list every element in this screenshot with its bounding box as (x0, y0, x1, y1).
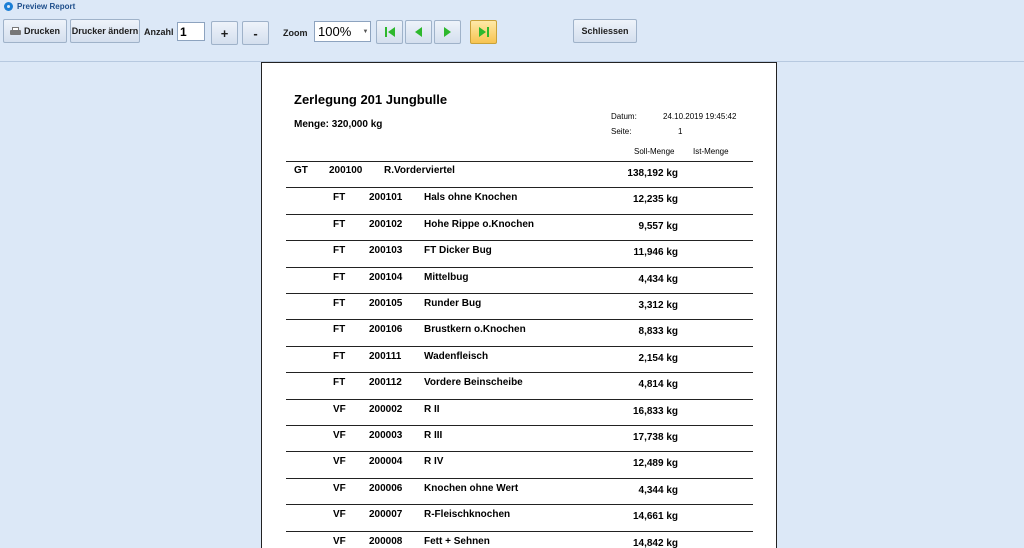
next-page-button[interactable] (434, 20, 461, 44)
row-name: Fett + Sehnen (424, 535, 490, 547)
row-type: FT (333, 218, 346, 230)
zoom-select[interactable] (314, 21, 371, 42)
row-type: FT (333, 245, 346, 257)
row-soll-quantity: 4,344 kg (638, 484, 678, 496)
close-button-label: Schliessen (581, 26, 629, 36)
row-soll-quantity: 12,235 kg (632, 194, 678, 206)
page-value: 1 (678, 127, 683, 136)
table-row (286, 504, 753, 531)
count-input[interactable]: 1 (177, 22, 205, 41)
page-label: Seite: (611, 127, 632, 136)
row-type: VF (333, 403, 346, 415)
row-code: 200007 (369, 509, 403, 521)
table-row (286, 531, 753, 548)
preview-canvas[interactable] (0, 62, 1024, 548)
app-icon (4, 2, 13, 11)
count-label: Anzahl (144, 27, 174, 37)
print-button[interactable] (3, 19, 67, 43)
row-name: R.Vorderviertel (384, 165, 455, 176)
row-name: Brustkern o.Knochen (424, 324, 526, 336)
row-code: 200101 (369, 192, 403, 204)
row-soll-quantity: 14,661 kg (632, 511, 678, 523)
row-type: GT (294, 165, 308, 176)
column-header-ist: Ist-Menge (693, 147, 729, 156)
row-type: FT (333, 298, 346, 309)
chevron-down-icon: ▼ (362, 28, 369, 35)
close-button[interactable] (573, 19, 637, 43)
row-name: Knochen ohne Wert (424, 482, 519, 494)
row-name: Hals ohne Knochen (424, 192, 518, 204)
row-name: R II (424, 403, 440, 415)
table-row (286, 425, 753, 452)
table-row (286, 478, 753, 505)
row-code: 200106 (369, 324, 403, 336)
table-row (286, 214, 753, 241)
row-name: Hohe Rippe o.Knochen (424, 218, 534, 230)
row-type: VF (333, 430, 346, 441)
increase-count-button[interactable]: + (211, 21, 238, 45)
row-type: VF (333, 509, 346, 521)
row-soll-quantity: 138,192 kg (627, 168, 678, 179)
row-type: FT (333, 271, 346, 283)
row-name: FT Dicker Bug (424, 245, 492, 257)
table-row (286, 293, 753, 320)
table-row (286, 399, 753, 426)
report-page (261, 62, 777, 548)
row-code: 200100 (329, 165, 363, 176)
toolbar (0, 13, 1024, 62)
row-code: 200002 (369, 403, 403, 415)
row-soll-quantity: 4,434 kg (638, 273, 678, 285)
last-page-icon (479, 27, 489, 37)
zoom-value: 100% (318, 24, 352, 39)
table-row (286, 372, 753, 399)
table-row (286, 451, 753, 478)
row-soll-quantity: 9,557 kg (638, 220, 678, 232)
row-soll-quantity: 14,842 kg (632, 537, 678, 548)
row-type: FT (333, 324, 346, 336)
row-type: VF (333, 456, 346, 468)
row-name: R IV (424, 456, 444, 468)
table-row (286, 267, 753, 294)
next-page-icon (444, 27, 451, 37)
decrease-count-button[interactable]: - (242, 21, 269, 45)
last-page-button[interactable] (470, 20, 497, 44)
row-type: VF (333, 535, 346, 547)
first-page-button[interactable] (376, 20, 403, 44)
row-name: R III (424, 430, 443, 441)
row-code: 200003 (369, 430, 403, 441)
print-button-label: Drucken (23, 26, 60, 36)
prev-page-icon (415, 27, 422, 37)
row-soll-quantity: 8,833 kg (638, 326, 678, 338)
table-row (286, 346, 753, 373)
row-soll-quantity: 2,154 kg (638, 352, 678, 364)
report-quantity: Menge: 320,000 kg (294, 119, 383, 130)
row-name: Mittelbug (424, 271, 469, 283)
date-value: 24.10.2019 19:45:42 (663, 112, 737, 121)
zoom-label: Zoom (283, 28, 308, 38)
printer-icon (10, 27, 21, 36)
row-code: 200105 (369, 298, 403, 309)
window-title: Preview Report (17, 2, 76, 11)
row-type: FT (333, 192, 346, 204)
row-soll-quantity: 11,946 kg (633, 247, 678, 259)
row-type: FT (333, 350, 346, 362)
column-header-soll: Soll-Menge (634, 147, 675, 156)
table-row (286, 187, 753, 214)
row-type: VF (333, 482, 346, 494)
row-code: 200008 (369, 535, 403, 547)
row-soll-quantity: 17,738 kg (632, 432, 678, 443)
row-name: R-Fleischknochen (424, 509, 511, 521)
row-name: Runder Bug (424, 298, 482, 309)
table-row (286, 161, 753, 188)
row-name: Wadenfleisch (424, 350, 489, 362)
row-code: 200104 (369, 271, 403, 283)
row-name: Vordere Beinscheibe (424, 377, 523, 389)
change-printer-label: Drucker ändern (71, 26, 139, 36)
row-code: 200112 (369, 377, 402, 389)
row-type: FT (333, 377, 346, 389)
row-soll-quantity: 3,312 kg (638, 300, 678, 311)
date-label: Datum: (611, 112, 637, 121)
row-code: 200102 (369, 218, 403, 230)
row-code: 200004 (369, 456, 403, 468)
report-title: Zerlegung 201 Jungbulle (294, 92, 448, 107)
row-soll-quantity: 4,814 kg (638, 379, 678, 391)
row-code: 200006 (369, 482, 403, 494)
change-printer-button[interactable] (70, 19, 140, 43)
row-soll-quantity: 12,489 kg (632, 458, 678, 470)
previous-page-button[interactable] (405, 20, 432, 44)
row-code: 200103 (369, 245, 403, 257)
row-code: 200111 (369, 350, 402, 362)
table-row (286, 240, 753, 267)
title-bar (0, 0, 1024, 13)
row-soll-quantity: 16,833 kg (632, 405, 678, 417)
table-row (286, 319, 753, 346)
first-page-icon (385, 27, 395, 37)
